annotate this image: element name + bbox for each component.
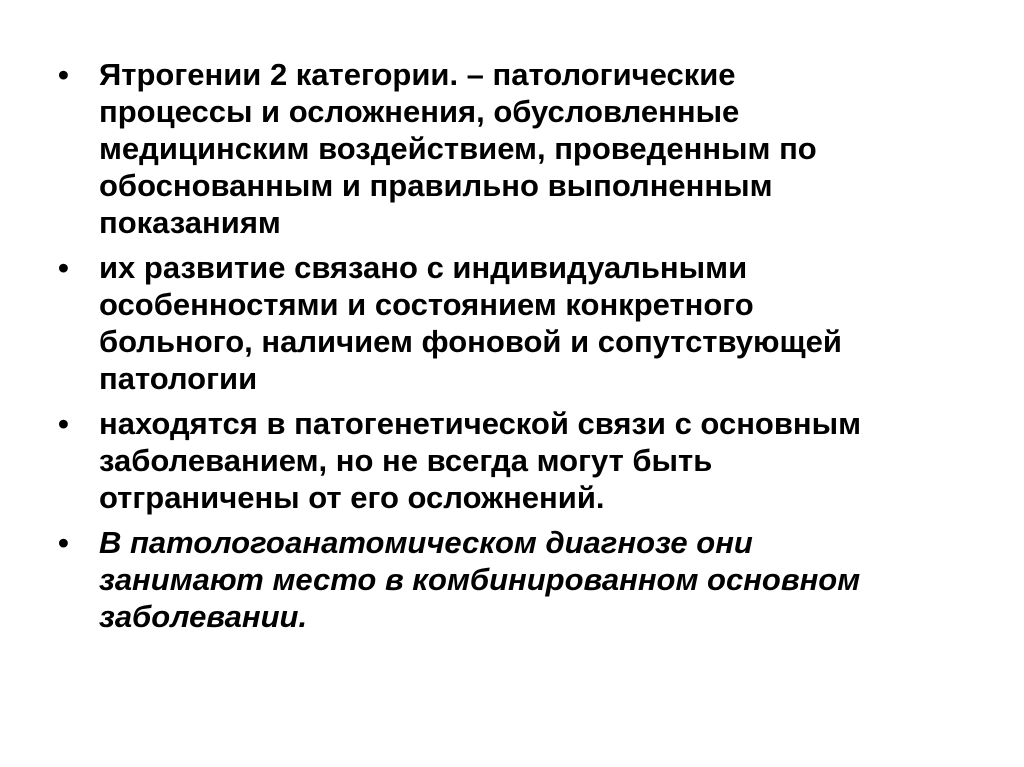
bullet-text-4: В патологоанатомическом диагнозе они занимают место в комбинированном основном заболевании. xyxy=(99,525,861,634)
bullet-marker: • xyxy=(58,57,69,92)
bullet-item-2 xyxy=(58,249,978,397)
bullet-marker: • xyxy=(58,406,69,441)
bullet-text-2: их развитие связано с индивидуальными особенностями и состоянием конкретного больного, наличием фоновой и сопутствующей патологии xyxy=(99,250,842,396)
bullet-text-3: находятся в патогенетической связи с основным заболеванием, но не всегда могут быть отграничены от его осложнений. xyxy=(99,406,862,515)
bullet-marker: • xyxy=(58,525,69,560)
bullet-list xyxy=(58,56,978,643)
bullet-item-3 xyxy=(58,405,978,516)
bullet-text-1: Ятрогении 2 категории. – патологические процессы и осложнения, обусловленные медицинским воздействием, проведенным по обоснованным и правильно выполненным показаниям xyxy=(99,57,817,240)
bullet-marker: • xyxy=(58,250,69,285)
bullet-item-4 xyxy=(58,524,978,635)
bullet-item-1 xyxy=(58,56,978,241)
